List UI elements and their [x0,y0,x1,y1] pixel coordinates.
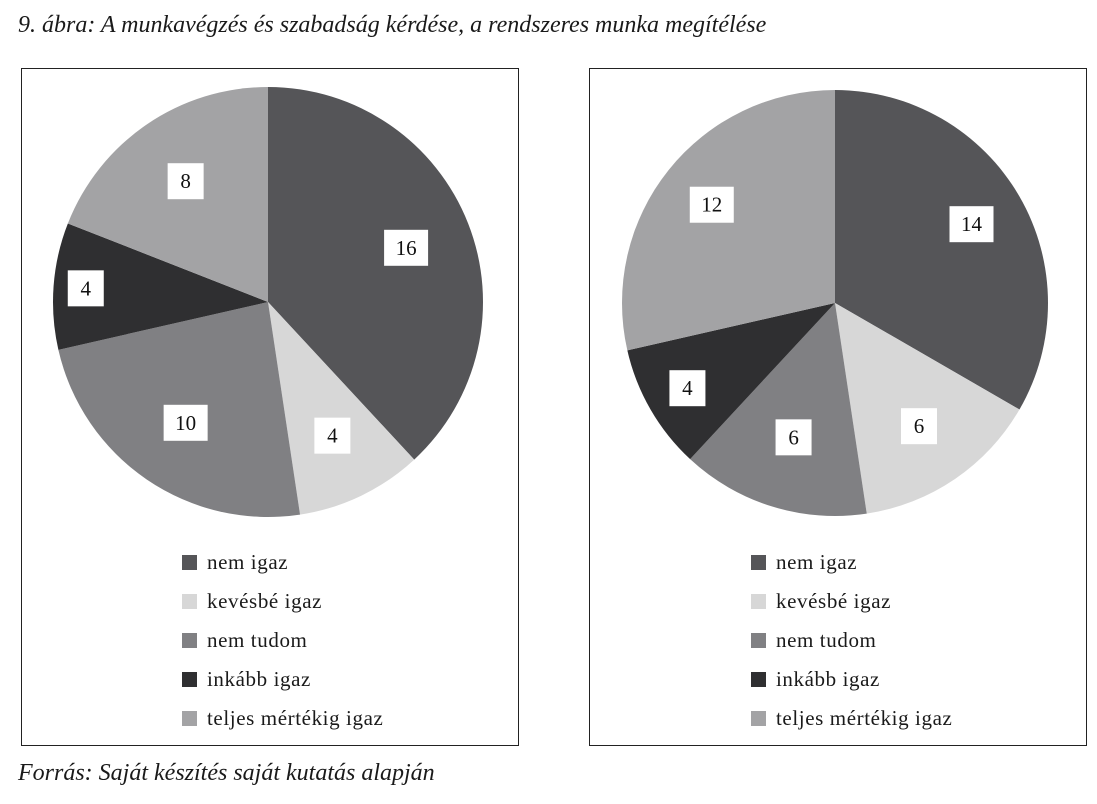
legend-item [751,621,952,660]
legend-item [182,582,383,621]
slice-label: 14 [961,212,983,237]
legend-label: teljes mértékig igaz [207,706,384,730]
legend-swatch [182,555,197,570]
slice-label: 12 [701,192,723,217]
legend-label: inkább igaz [776,667,880,691]
legend-label: teljes mértékig igaz [776,706,953,730]
legend-swatch [751,711,766,726]
legend-label: nem igaz [207,550,289,574]
figure-source: Forrás: Saját készítés saját kutatás alapján [18,760,435,786]
legend-swatch [751,555,766,570]
legend-label: nem igaz [776,550,858,574]
legend-label: kevésbé igaz [776,589,892,613]
legend-label: kevésbé igaz [207,589,323,613]
slice-label: 6 [913,414,925,439]
chart-panel-2 [589,68,1087,746]
pie-chart-1 [22,69,518,539]
slice-label: 16 [395,235,417,260]
pie-chart-2 [590,69,1086,539]
legend-swatch [182,672,197,687]
legend-swatch [182,633,197,648]
legend-label: nem tudom [207,628,308,652]
legend-swatch [751,594,766,609]
legend-swatch [182,711,197,726]
legend-label: nem tudom [776,628,877,652]
legend-swatch [751,672,766,687]
legend-swatch [182,594,197,609]
slice-label: 6 [788,425,799,450]
legend-2 [751,543,952,738]
slice-label: 8 [180,169,191,194]
legend-item [182,543,383,582]
legend-item [182,699,383,738]
figure-title: 9. ábra: A munkavégzés és szabadság kérdése, a rendszeres munka megítélése [18,12,767,38]
legend-item [751,660,952,699]
chart-panel-1 [21,68,519,746]
slice-label: 4 [80,276,92,301]
slice-label: 4 [327,423,338,448]
slice-label: 4 [682,376,693,401]
legend-item [751,699,952,738]
legend-1 [182,543,383,738]
legend-item [751,582,952,621]
legend-item [751,543,952,582]
legend-item [182,660,383,699]
legend-item [182,621,383,660]
legend-swatch [751,633,766,648]
slice-label: 10 [175,410,197,435]
legend-label: inkább igaz [207,667,311,691]
